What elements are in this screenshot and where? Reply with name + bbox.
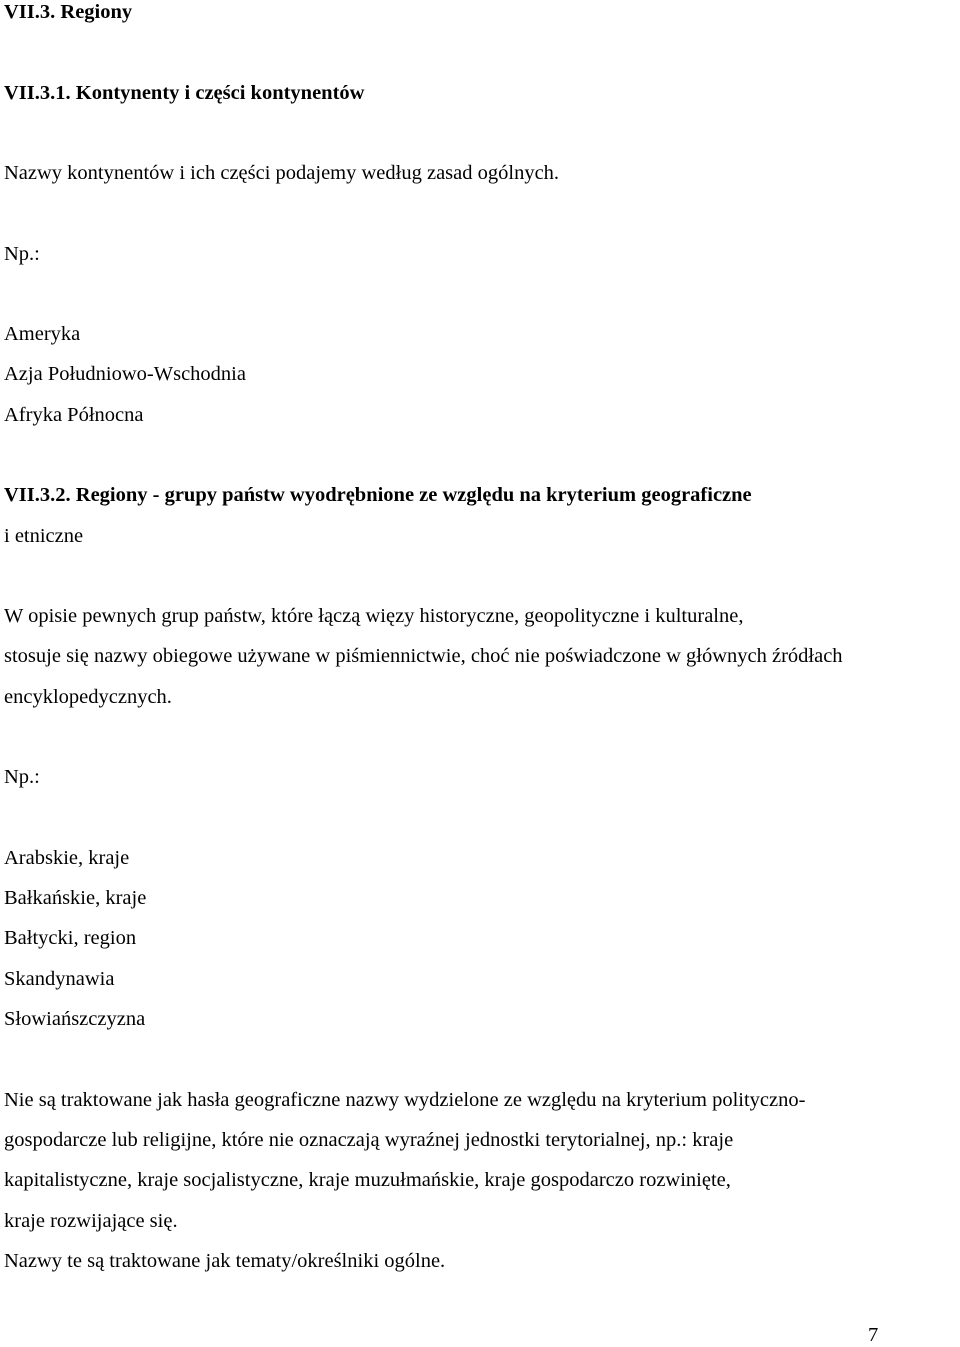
example-item: Azja Południowo-Wschodnia xyxy=(4,363,246,385)
paragraph-line: Nie są traktowane jak hasła geograficzne nazwy wydzielone ze względu na kryterium polityczno- xyxy=(4,1089,806,1111)
paragraph-line: encyklopedycznych. xyxy=(4,686,172,708)
example-item: Bałtycki, region xyxy=(4,927,137,949)
paragraph: Nazwy kontynentów i ich części podajemy według zasad ogólnych. xyxy=(4,162,560,184)
paragraph-line: W opisie pewnych grup państw, które łączą więzy historyczne, geopolityczne i kulturalne, xyxy=(4,605,744,627)
section-title: VII.3. Regiony xyxy=(4,1,133,23)
paragraph-line: kapitalistyczne, kraje socjalistyczne, kraje muzułmańskie, kraje gospodarczo rozwinięte, xyxy=(4,1169,731,1191)
subsection-title: VII.3.1. Kontynenty i części kontynentów xyxy=(4,82,365,104)
subsection-title-continued: i etniczne xyxy=(4,525,84,547)
paragraph: Nazwy te są traktowane jak tematy/określniki ogólne. xyxy=(4,1250,446,1272)
example-item: Słowiańszczyzna xyxy=(4,1008,146,1030)
paragraph-line: stosuje się nazwy obiegowe używane w piśmiennictwie, choć nie poświadczone w głównych źródłach xyxy=(4,645,843,667)
paragraph-line: gospodarcze lub religijne, które nie oznaczają wyraźnej jednostki terytorialnej, np.: kraje xyxy=(4,1129,734,1151)
example-item: Bałkańskie, kraje xyxy=(4,887,147,909)
example-label: Np.: xyxy=(4,766,40,788)
example-item: Afryka Północna xyxy=(4,404,144,426)
subsection-title: VII.3.2. Regiony - grupy państw wyodrębnione ze względu na kryterium geograficzne xyxy=(4,484,752,506)
example-label: Np.: xyxy=(4,243,40,265)
example-item: Arabskie, kraje xyxy=(4,847,130,869)
paragraph-line: kraje rozwijające się. xyxy=(4,1210,178,1232)
example-item: Skandynawia xyxy=(4,968,115,990)
example-item: Ameryka xyxy=(4,323,81,345)
page-number: 7 xyxy=(868,1324,879,1346)
